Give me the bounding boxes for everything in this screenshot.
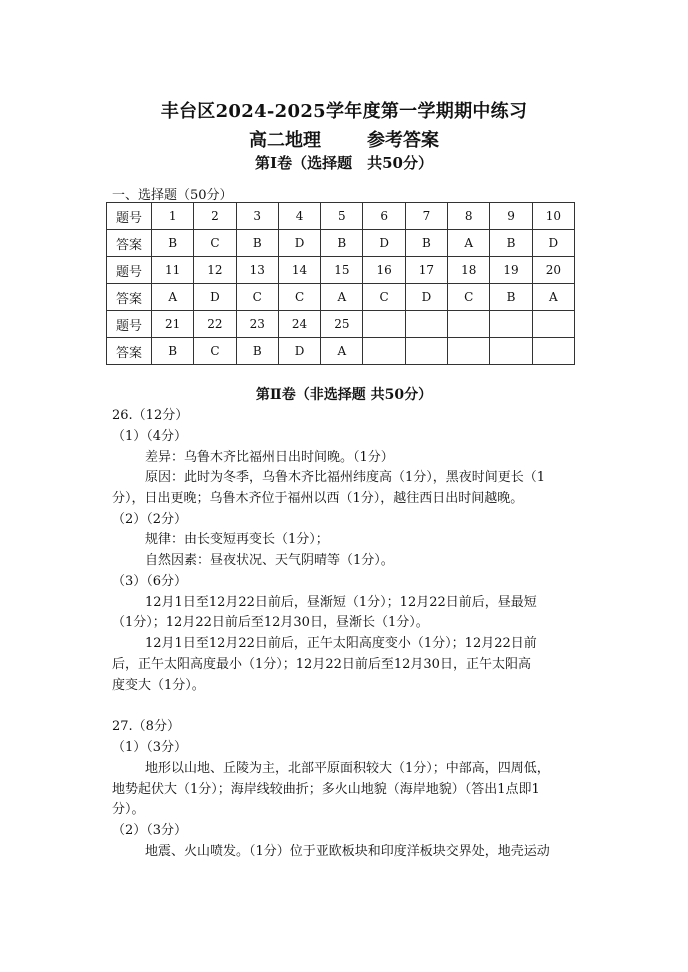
q27-part2-line1: 地震、火山喷发。（1分）位于亚欧板块和印度洋板块交界处，地壳运动 <box>145 844 550 859</box>
question-number-cell: 20 <box>532 257 574 284</box>
question-number-cell <box>405 311 447 338</box>
answer-row <box>107 230 575 257</box>
question-number-cell: 15 <box>321 257 363 284</box>
q26-part3-sun-height-line3: 度变大（1分）。 <box>112 678 205 693</box>
document-title: 丰台区2024-2025学年度第一学期期中练习 <box>160 101 528 122</box>
answer-cell: B <box>236 338 278 365</box>
answer-cell: A <box>321 284 363 311</box>
question-number-row <box>107 311 575 338</box>
question-number-cell: 9 <box>490 203 532 230</box>
answer-cell: B <box>152 230 194 257</box>
section1-heading: 一、选择题（50分） <box>112 188 233 203</box>
question-number-cell: 19 <box>490 257 532 284</box>
question-number-cell: 3 <box>236 203 278 230</box>
question-number-cell: 23 <box>236 311 278 338</box>
answer-cell: C <box>194 230 236 257</box>
question-number-header-cell: 题号 <box>107 203 152 230</box>
answer-header-cell: 答案 <box>107 338 152 365</box>
q26-part1-difference: 差异：乌鲁木齐比福州日出时间晚。（1分） <box>145 450 394 465</box>
document-subtitle <box>0 126 688 152</box>
answer-cell: A <box>152 284 194 311</box>
subject-label: 高二地理 <box>249 130 321 151</box>
q26-part2-pattern: 规律：由长变短再变长（1分）； <box>145 532 329 547</box>
answer-cell <box>363 338 405 365</box>
answer-cell: D <box>363 230 405 257</box>
question-number-cell <box>532 311 574 338</box>
q27-part2-heading: （2）（3分） <box>112 823 188 838</box>
question-number-cell: 16 <box>363 257 405 284</box>
question-number-cell: 12 <box>194 257 236 284</box>
answer-cell: C <box>236 284 278 311</box>
question-number-cell: 24 <box>278 311 320 338</box>
question-number-cell: 11 <box>152 257 194 284</box>
question-number-cell <box>448 311 490 338</box>
q26-part3-sun-height-line1: 12月1日至12月22日前后，正午太阳高度变小（1分）；12月22日前 <box>145 636 537 651</box>
q26-heading: 26.（12分） <box>112 408 189 423</box>
answer-cell <box>448 338 490 365</box>
answer-cell: D <box>405 284 447 311</box>
question-number-cell: 6 <box>363 203 405 230</box>
question-number-cell: 7 <box>405 203 447 230</box>
question-number-cell: 4 <box>278 203 320 230</box>
answer-cell: D <box>194 284 236 311</box>
q26-part3-day-length-line2: （1分）；12月22日前后至12月30日，昼渐长（1分）。 <box>112 615 429 630</box>
q26-part1-heading: （1）（4分） <box>112 429 188 444</box>
answer-row <box>107 338 575 365</box>
q26-part2-heading: （2）（2分） <box>112 512 188 527</box>
part1-title: 第Ⅰ卷（选择题 共50分） <box>255 154 433 172</box>
answer-cell: B <box>321 230 363 257</box>
answer-cell: D <box>532 230 574 257</box>
question-number-cell: 18 <box>448 257 490 284</box>
answer-cell: A <box>532 284 574 311</box>
q26-part3-heading: （3）（6分） <box>112 574 188 589</box>
answer-cell: C <box>278 284 320 311</box>
question-number-cell: 2 <box>194 203 236 230</box>
answer-cell <box>532 338 574 365</box>
question-number-cell: 5 <box>321 203 363 230</box>
answer-header-cell: 答案 <box>107 284 152 311</box>
question-number-cell: 25 <box>321 311 363 338</box>
answer-cell <box>405 338 447 365</box>
q27-part1-line2: 地势起伏大（1分）；海岸线较曲折；多火山地貌（海岸地貌）（答出1点即1 <box>112 782 540 797</box>
answer-cell: C <box>194 338 236 365</box>
answer-cell: C <box>363 284 405 311</box>
question-number-cell <box>490 311 532 338</box>
answer-cell: B <box>490 284 532 311</box>
q26-part1-reason-line1: 原因：此时为冬季，乌鲁木齐比福州纬度高（1分），黑夜时间更长（1 <box>145 470 546 485</box>
answer-cell: C <box>448 284 490 311</box>
question-number-cell: 10 <box>532 203 574 230</box>
answer-row <box>107 284 575 311</box>
question-number-header-cell: 题号 <box>107 311 152 338</box>
answer-table <box>106 202 575 365</box>
answer-key-label: 参考答案 <box>367 130 439 151</box>
answer-cell: B <box>236 230 278 257</box>
question-number-cell: 22 <box>194 311 236 338</box>
question-number-row <box>107 257 575 284</box>
question-number-row <box>107 203 575 230</box>
answer-cell: B <box>152 338 194 365</box>
answer-cell: D <box>278 230 320 257</box>
answer-cell: A <box>448 230 490 257</box>
question-number-cell: 13 <box>236 257 278 284</box>
question-number-cell: 21 <box>152 311 194 338</box>
answer-header-cell: 答案 <box>107 230 152 257</box>
q27-part1-heading: （1）（3分） <box>112 740 188 755</box>
answer-cell <box>490 338 532 365</box>
question-number-cell: 8 <box>448 203 490 230</box>
answer-cell: B <box>490 230 532 257</box>
question-number-cell: 1 <box>152 203 194 230</box>
q27-part1-line3: 分）。 <box>112 802 145 817</box>
question-number-header-cell: 题号 <box>107 257 152 284</box>
answer-cell: B <box>405 230 447 257</box>
q27-part1-line1: 地形以山地、丘陵为主，北部平原面积较大（1分）；中部高，四周低， <box>145 761 550 776</box>
q26-part3-sun-height-line2: 后，正午太阳高度最小（1分）；12月22日前后至12月30日，正午太阳高 <box>112 657 531 672</box>
q26-part2-factors: 自然因素：昼夜状况、天气阴晴等（1分）。 <box>145 553 394 568</box>
answer-cell: A <box>321 338 363 365</box>
question-number-cell: 17 <box>405 257 447 284</box>
q26-part3-day-length-line1: 12月1日至12月22日前后，昼渐短（1分）；12月22日前后，昼最短 <box>145 595 537 610</box>
answer-cell: D <box>278 338 320 365</box>
question-number-cell: 14 <box>278 257 320 284</box>
question-number-cell <box>363 311 405 338</box>
part2-title: 第Ⅱ卷（非选择题 共50分） <box>255 387 433 403</box>
q27-heading: 27.（8分） <box>112 719 180 734</box>
q26-part1-reason-line2: 分），日出更晚；乌鲁木齐位于福州以西（1分），越往西日出时间越晚。 <box>112 491 524 506</box>
